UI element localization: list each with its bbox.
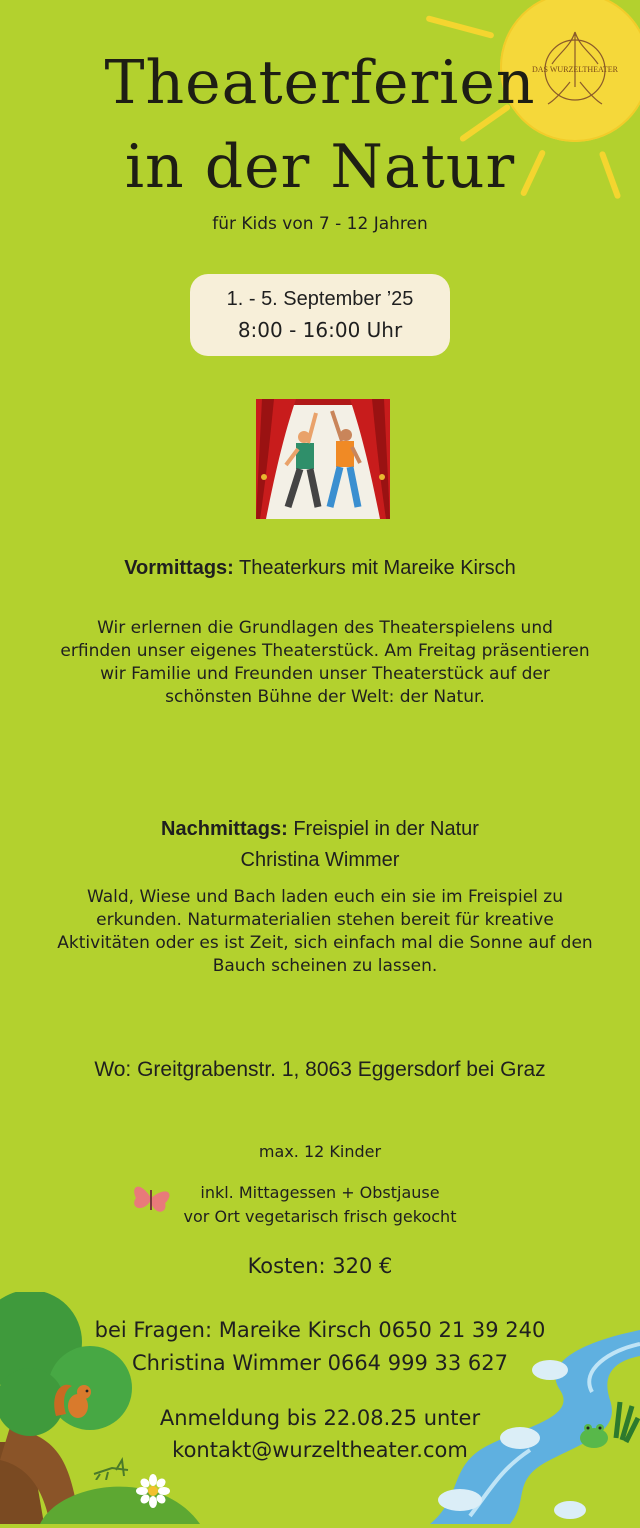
subtitle: für Kids von 7 - 12 Jahren — [212, 214, 428, 234]
logo-text: DAS WURZELTHEATER — [532, 65, 618, 74]
meal-line2: vor Ort vegetarisch frisch gekocht — [183, 1207, 457, 1226]
theater-stage-icon — [256, 399, 390, 519]
max-kids: max. 12 Kinder — [258, 1142, 382, 1161]
questions-line1: bei Fragen: Mareike Kirsch 0650 21 39 240 — [94, 1318, 546, 1342]
questions-line2: Christina Wimmer 0664 999 33 627 — [132, 1351, 508, 1375]
morning-text: Wir erlernen die Grundlagen des Theaterspielens und erfinden unser eigenes Theaterstück. Am Freitag präsentieren wir Familie und Freunden unser Theaterstück auf der schönsten Bühne der Welt: der Natur. — [60, 618, 590, 707]
afternoon-title: Freispiel in der Natur — [293, 818, 479, 840]
date-hours: 8:00 - 16:00 Uhr — [237, 318, 403, 342]
cost: Kosten: 320 € — [247, 1254, 393, 1278]
page-title-line2: in der Natur — [124, 132, 516, 202]
questions-contact — [0, 1314, 640, 1380]
meal-line1: inkl. Mittagessen + Obstjause — [200, 1183, 440, 1202]
daisy-icon — [136, 1474, 170, 1512]
afternoon-person: Christina Wimmer — [240, 849, 400, 871]
date-box — [190, 274, 450, 356]
meal-info — [0, 1181, 640, 1229]
page-title-line1: Theaterferien — [104, 48, 536, 118]
morning-title: Theaterkurs mit Mareike Kirsch — [239, 557, 516, 579]
sun-ray — [425, 15, 494, 39]
morning-heading — [0, 557, 640, 580]
afternoon-heading — [0, 814, 640, 876]
signup — [0, 1402, 640, 1466]
date-days: 1. - 5. September ’25 — [226, 288, 414, 310]
signup-line1: Anmeldung bis 22.08.25 unter — [159, 1406, 481, 1430]
afternoon-text: Wald, Wiese und Bach laden euch ein sie im Freispiel zu erkunden. Naturmaterialien stehen bereit für kreative Aktivitäten oder es ist Zeit, sich einfach mal die Sonne auf den Bauch scheinen zu lassen. — [57, 887, 593, 976]
afternoon-label: Nachmittags: — [161, 818, 288, 840]
signup-email[interactable]: kontakt@wurzeltheater.com — [172, 1438, 468, 1462]
morning-label: Vormittags: — [124, 557, 234, 579]
location: Wo: Greitgrabenstr. 1, 8063 Eggersdorf bei Graz — [94, 1058, 546, 1081]
